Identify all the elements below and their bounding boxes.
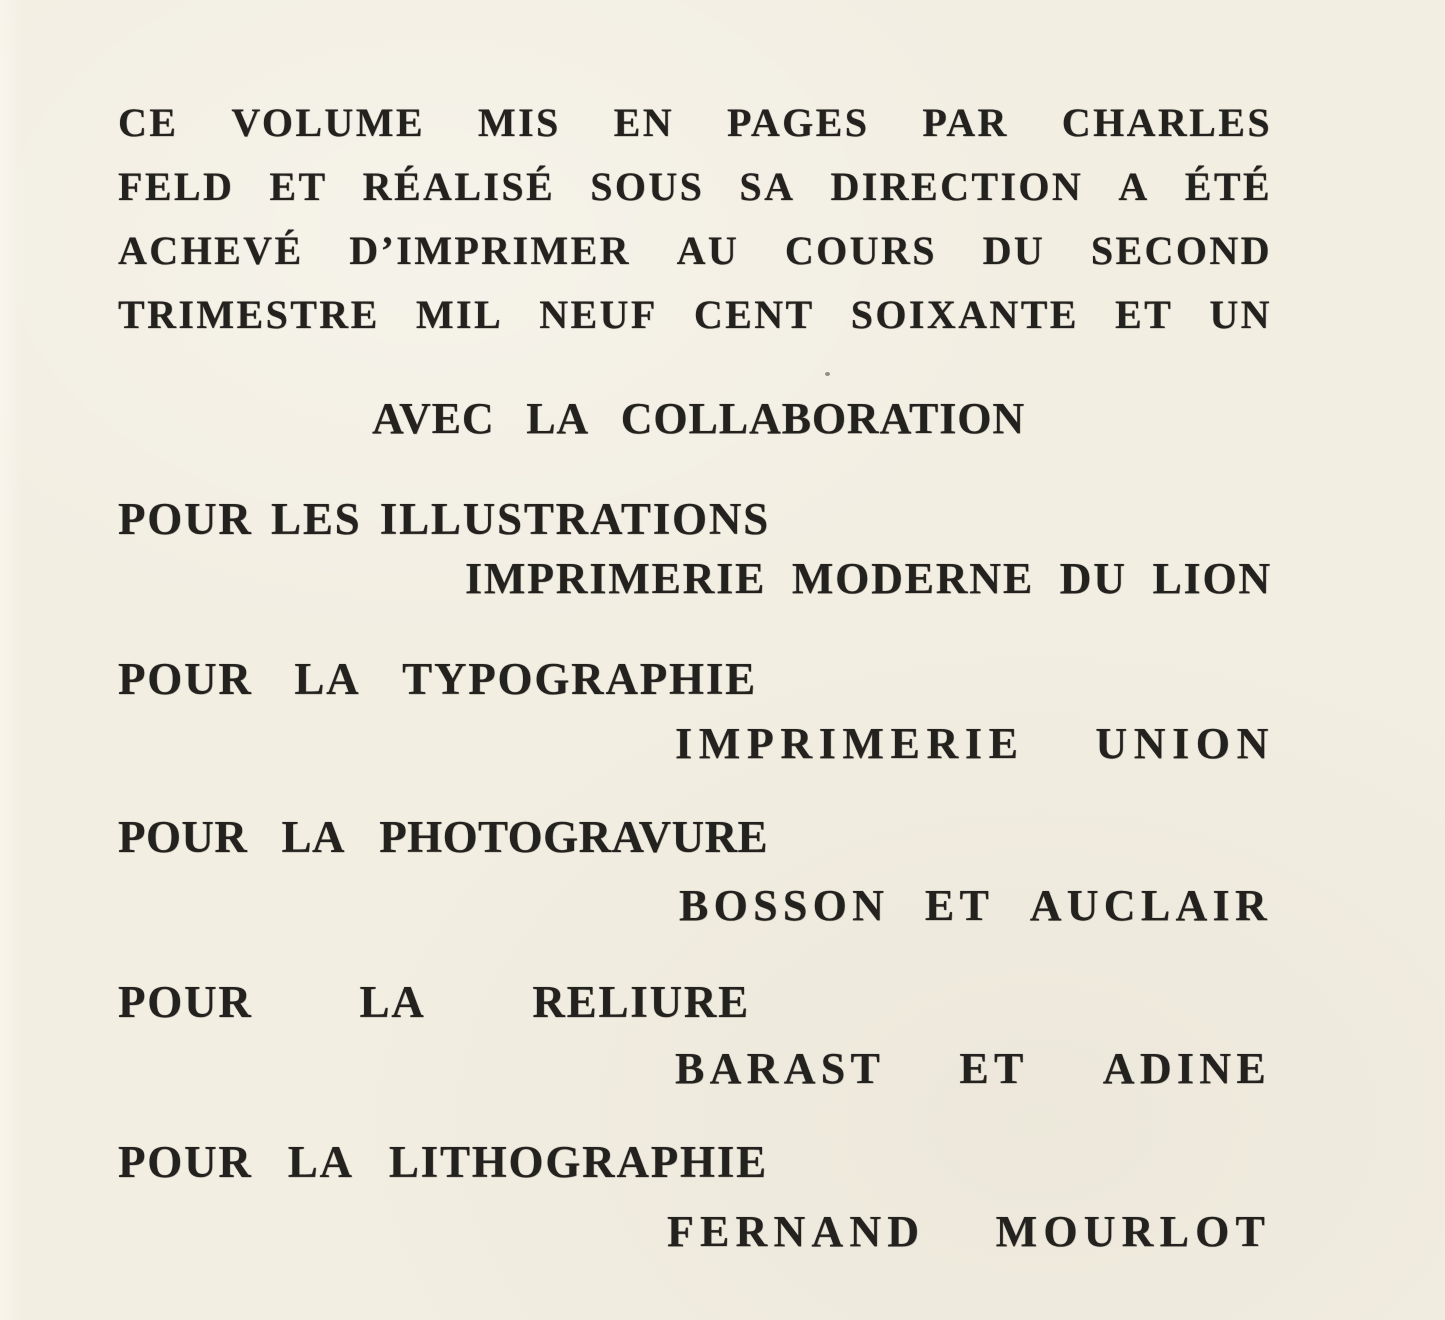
word: CENT (693, 292, 815, 337)
word: SOUS (590, 164, 705, 209)
word: LA (287, 1137, 354, 1187)
collaboration-heading (372, 394, 1025, 443)
word: IMPRIMERIE (675, 719, 1025, 768)
credit-illustrations (465, 554, 1272, 603)
word: ÉTÉ (1184, 164, 1272, 209)
credit-typographie (675, 719, 1275, 768)
word: A (1118, 164, 1150, 209)
word: AUCLAIR (1029, 881, 1272, 930)
label-lithographie (118, 1137, 768, 1187)
colophon-line-1 (118, 100, 1272, 145)
word: BARAST (675, 1044, 886, 1093)
word: CHARLES (1061, 100, 1272, 145)
word: UNION (1095, 719, 1275, 768)
word: ADINE (1102, 1044, 1271, 1093)
word: RELIURE (532, 977, 750, 1027)
word: SOIXANTE (850, 292, 1079, 337)
word: LA (359, 977, 426, 1027)
word: POUR (118, 494, 253, 544)
label-illustrations (118, 494, 770, 544)
word: MOURLOT (995, 1207, 1271, 1256)
credit-lithographie (667, 1207, 1271, 1256)
colophon-line-3 (118, 228, 1272, 273)
word: DIRECTION (830, 164, 1084, 209)
label-reliure (118, 977, 750, 1027)
word: POUR (118, 977, 253, 1027)
word: ET (924, 881, 995, 930)
word: BOSSON (679, 881, 890, 930)
colophon-line-4 (118, 292, 1272, 337)
word: ET (959, 1044, 1029, 1093)
ink-speck (825, 372, 830, 376)
word: TRIMESTRE (118, 292, 380, 337)
word: RÉALISÉ (362, 164, 556, 209)
word: PAGES (727, 100, 870, 145)
word: AU (676, 228, 740, 273)
label-photogravure (118, 812, 768, 862)
word: FELD (118, 164, 235, 209)
word: LITHOGRAPHIE (388, 1137, 768, 1187)
word: EN (613, 100, 675, 145)
word: AVEC (372, 394, 495, 443)
word: FERNAND (667, 1207, 926, 1256)
word: PAR (922, 100, 1009, 145)
word: ACHEVÉ (118, 228, 304, 273)
word: COURS (784, 228, 937, 273)
word: D’IMPRIMER (349, 228, 631, 273)
word: LA (526, 394, 590, 443)
word: TYPOGRAPHIE (402, 654, 757, 704)
word: LION (1152, 554, 1272, 603)
word: SA (739, 164, 796, 209)
word: SECOND (1090, 228, 1272, 273)
word: UN (1209, 292, 1272, 337)
word: LES (271, 494, 362, 544)
word: DU (1059, 554, 1127, 603)
word: LA (281, 812, 345, 862)
word: PHOTOGRAVURE (379, 812, 768, 862)
word: POUR (118, 1137, 253, 1187)
word: DU (982, 228, 1046, 273)
word: LA (294, 654, 361, 704)
word: POUR (118, 812, 248, 862)
word: MIS (477, 100, 561, 145)
word: VOLUME (231, 100, 425, 145)
word: NEUF (539, 292, 658, 337)
colophon-line-2 (118, 164, 1272, 209)
word: IMPRIMERIE (465, 554, 767, 603)
word: CE (118, 100, 179, 145)
word: ET (1115, 292, 1174, 337)
word: POUR (118, 654, 253, 704)
word: COLLABORATION (620, 394, 1025, 443)
word: ET (269, 164, 328, 209)
label-typographie (118, 654, 757, 704)
word: MODERNE (791, 554, 1034, 603)
credit-photogravure (679, 881, 1272, 930)
word: ILLUSTRATIONS (379, 494, 770, 544)
word: MIL (415, 292, 504, 337)
credit-reliure (675, 1044, 1271, 1093)
